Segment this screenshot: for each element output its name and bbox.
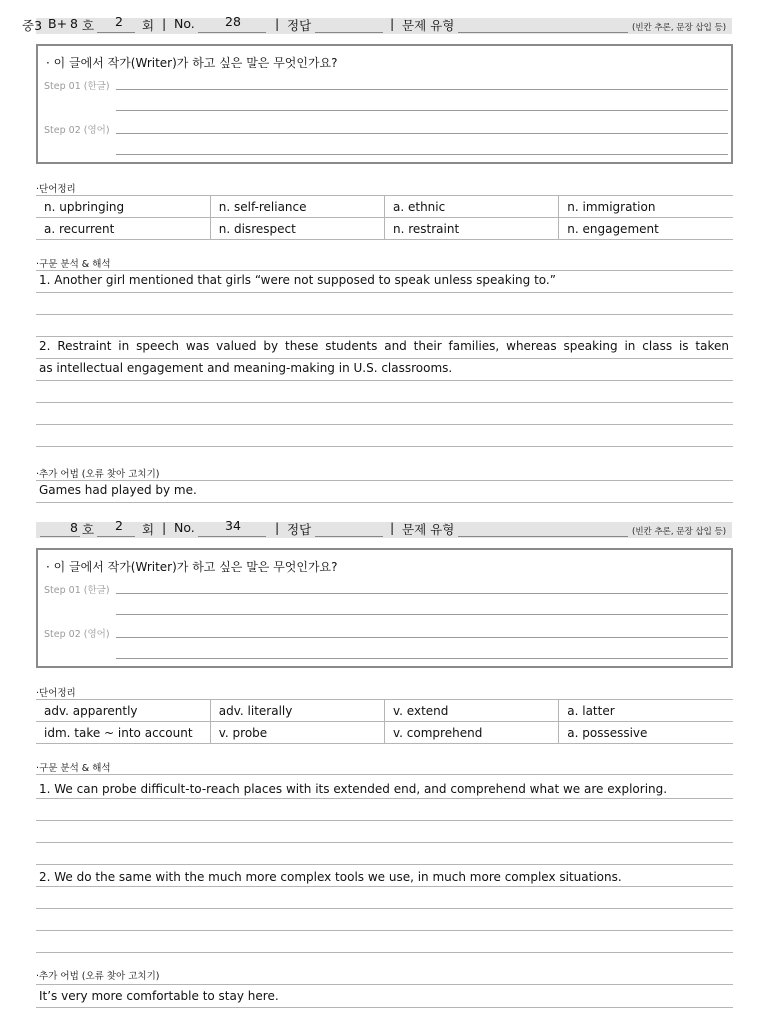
sentence-2-line-2: as intellectual engagement and meaning-making in U.S. classrooms. — [39, 361, 453, 375]
vocab-cell: adv. apparently — [36, 700, 210, 722]
vocab-cell: n. upbringing — [36, 196, 210, 218]
header — [0, 16, 768, 36]
ruled-line — [36, 292, 733, 293]
separator: | — [162, 16, 167, 31]
ruled-line — [36, 908, 733, 909]
ruled-line — [36, 480, 733, 481]
hoe-label: 회 — [142, 522, 155, 537]
answer-line[interactable] — [116, 110, 728, 111]
ruled-line — [36, 358, 733, 359]
vocab-row — [36, 722, 733, 744]
vocab-cell: n. disrespect — [210, 218, 384, 240]
answer-label: 정답 — [287, 18, 312, 33]
step-01-label: Step 01 (한글) — [44, 81, 110, 92]
answer-line[interactable] — [116, 89, 728, 90]
vocab-cell: n. self-reliance — [210, 196, 384, 218]
ruled-line — [36, 984, 733, 985]
ruled-line — [36, 886, 733, 887]
question-title: · 이 글에서 작가(Writer)가 하고 싶은 말은 무엇인가요? — [46, 56, 338, 70]
ruled-line — [36, 424, 733, 425]
question-title: · 이 글에서 작가(Writer)가 하고 싶은 말은 무엇인가요? — [46, 560, 338, 574]
answer-label: 정답 — [287, 522, 312, 537]
ruled-line — [36, 314, 733, 315]
grammar-sentence: It’s very more comfortable to stay here. — [39, 989, 279, 1003]
ruled-line — [36, 380, 733, 381]
vocab-cell: v. extend — [385, 700, 559, 722]
separator: | — [390, 16, 395, 31]
grammar-sentence: Games had played by me. — [39, 483, 197, 497]
vocab-cell: n. restraint — [385, 218, 559, 240]
ruled-line — [36, 502, 733, 503]
vocab-table — [36, 699, 733, 744]
worksheet-2 — [0, 504, 768, 1024]
answer-blank-line — [315, 536, 383, 537]
answer-line[interactable] — [116, 614, 728, 615]
ruled-line — [36, 336, 733, 337]
qtype-blank-line — [458, 32, 628, 33]
qtype-label: 문제 유형 — [402, 522, 455, 537]
vocab-cell: adv. literally — [210, 700, 384, 722]
vocab-row — [36, 218, 733, 240]
ruled-line — [36, 798, 733, 799]
answer-line[interactable] — [116, 637, 728, 638]
vocab-cell: n. engagement — [559, 218, 733, 240]
qtype-blank-line — [458, 536, 628, 537]
vocab-table — [36, 195, 733, 240]
level-label: B+ — [48, 16, 68, 31]
ruled-line — [36, 842, 733, 843]
separator: | — [275, 16, 280, 31]
sentence-1: 1. We can probe difficult-to-reach places with its extended end, and comprehend what we are exploring. — [39, 782, 668, 796]
grammar-label: ·추가 어법 (오류 찾아 고치기) — [36, 469, 160, 480]
question-box — [36, 548, 733, 668]
round-blank-line — [97, 536, 135, 537]
header — [0, 520, 768, 540]
ruled-line — [36, 402, 733, 403]
no-label: No. — [174, 16, 195, 31]
vocab-row — [36, 700, 733, 722]
answer-line[interactable] — [116, 593, 728, 594]
round-number: 2 — [115, 518, 123, 533]
ho-label: 호 — [82, 522, 95, 537]
vocab-label: ·단어정리 — [36, 184, 76, 195]
syntax-label: ·구문 분석 & 해석 — [36, 259, 111, 270]
separator: | — [390, 520, 395, 535]
ruled-line — [36, 270, 733, 271]
question-box — [36, 44, 733, 164]
worksheet-1 — [0, 0, 768, 508]
sentence-2-line-1: 2. Restraint in speech was valued by these students and their families, whereas speaking in class is taken — [39, 339, 729, 353]
vocab-cell: a. recurrent — [36, 218, 210, 240]
ruled-line — [36, 820, 733, 821]
qtype-hint: (빈칸 추론, 문장 삽입 등) — [632, 527, 727, 537]
vocab-cell: a. ethnic — [385, 196, 559, 218]
answer-blank-line — [315, 32, 383, 33]
vocab-cell: v. probe — [210, 722, 384, 744]
step-01-label: Step 01 (한글) — [44, 585, 110, 596]
grade-label: 중3 — [22, 18, 43, 33]
answer-line[interactable] — [116, 658, 728, 659]
qtype-hint: (빈칸 추론, 문장 삽입 등) — [632, 23, 727, 33]
ruled-line — [36, 864, 733, 865]
ruled-line — [36, 774, 733, 775]
ruled-line — [36, 952, 733, 953]
unit-number: 8 — [70, 520, 78, 535]
qtype-label: 문제 유형 — [402, 18, 455, 33]
vocab-cell: n. immigration — [559, 196, 733, 218]
no-value: 34 — [225, 518, 241, 533]
ruled-line — [36, 446, 733, 447]
no-label: No. — [174, 520, 195, 535]
step-02-label: Step 02 (영어) — [44, 125, 110, 136]
vocab-cell: a. latter — [559, 700, 733, 722]
ruled-line — [36, 1007, 733, 1008]
separator: | — [162, 520, 167, 535]
unit-blank-line — [40, 536, 80, 537]
syntax-label: ·구문 분석 & 해석 — [36, 763, 111, 774]
grammar-label: ·추가 어법 (오류 찾아 고치기) — [36, 971, 160, 982]
sentence-2: 2. We do the same with the much more complex tools we use, in much more complex situations. — [39, 870, 622, 884]
vocab-label: ·단어정리 — [36, 688, 76, 699]
answer-line[interactable] — [116, 133, 728, 134]
no-blank-line — [198, 536, 266, 537]
unit-number: 8 — [70, 16, 78, 31]
vocab-row — [36, 196, 733, 218]
vocab-cell: v. comprehend — [385, 722, 559, 744]
sentence-1: 1. Another girl mentioned that girls “were not supposed to speak unless speaking to.” — [39, 273, 556, 287]
ho-label: 호 — [82, 18, 95, 33]
vocab-cell: idm. take ~ into account — [36, 722, 210, 744]
ruled-line — [36, 930, 733, 931]
no-blank-line — [198, 32, 266, 33]
answer-line[interactable] — [116, 154, 728, 155]
separator: | — [275, 520, 280, 535]
vocab-cell: a. possessive — [559, 722, 733, 744]
round-number: 2 — [115, 14, 123, 29]
no-value: 28 — [225, 14, 241, 29]
step-02-label: Step 02 (영어) — [44, 629, 110, 640]
hoe-label: 회 — [142, 18, 155, 33]
unit-blank-line — [97, 32, 135, 33]
